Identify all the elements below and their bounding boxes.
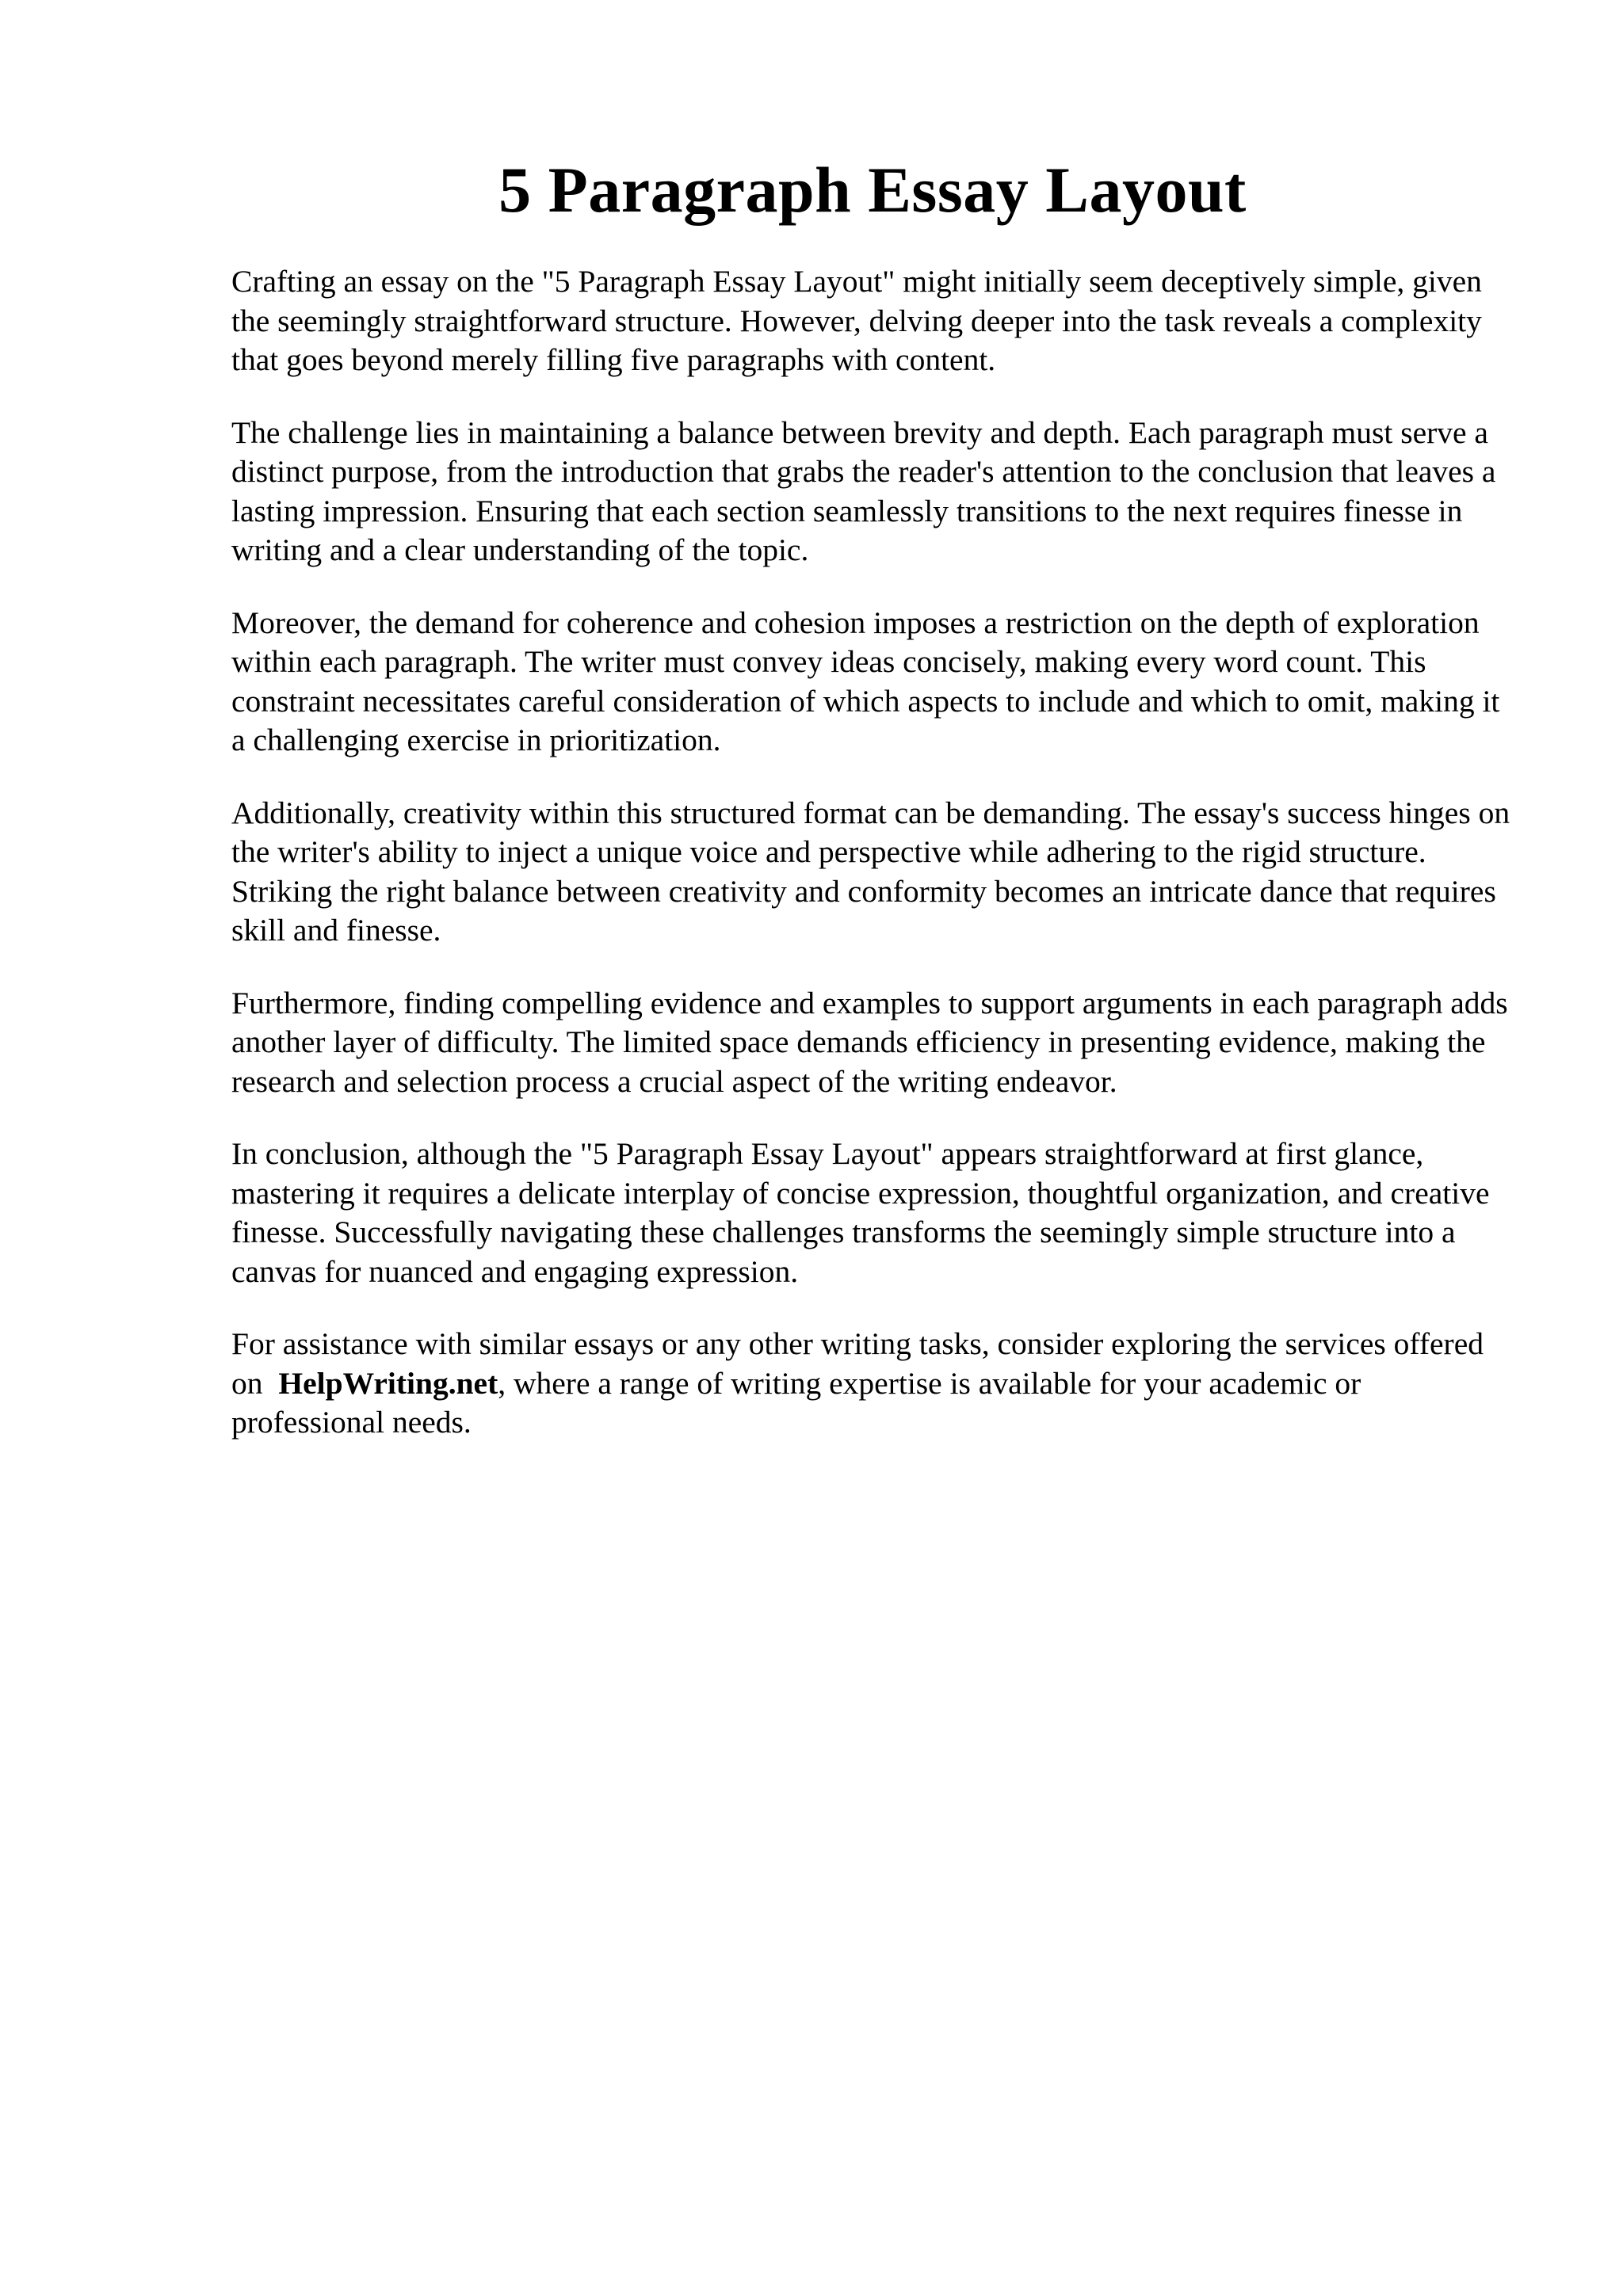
closing-text-before: For assistance with similar essays or any other writing tasks, consider exploring the services offered on [231, 1326, 1484, 1401]
paragraph-intro: Crafting an essay on the "5 Paragraph Essay Layout" might initially seem deceptively simple, given the seemingly straightforward structure. However, delving deeper into the task reveals a complexity that goes beyond merely filling five paragraphs with content. [231, 264, 1482, 377]
paragraph-evidence: Furthermore, finding compelling evidence and examples to support arguments in each paragraph adds another layer of difficulty. The limited space demands efficiency in presenting evidence, making the research and selection process a crucial aspect of the writing endeavor. [231, 985, 1508, 1099]
helpwriting-link[interactable]: HelpWriting.net [278, 1365, 498, 1401]
paragraph-conclusion: In conclusion, although the "5 Paragraph Essay Layout" appears straightforward at first glance, mastering it requires a delicate interplay of concise expression, thoughtful organization, and creative finesse. Successfully navigating these challenges transforms the seemingly simple structure into a canvas for nuanced and engaging expression. [231, 1136, 1490, 1289]
paragraph-closing [231, 1325, 1515, 1443]
document-body [231, 262, 1515, 1476]
paragraph-challenge: The challenge lies in maintaining a balance between brevity and depth. Each paragraph must serve a distinct purpose, from the introduction that grabs the reader's attention to the conclusion that leaves a lasting impression. Ensuring that each section seamlessly transitions to the next requires finesse in writing and a clear understanding of the topic. [231, 414, 1496, 567]
closing-text-after: , where a range of writing expertise is available for your academic or professional needs. [231, 1365, 1361, 1440]
paragraph-creativity: Additionally, creativity within this structured format can be demanding. The essay's success hinges on the writer's ability to inject a unique voice and perspective while adhering to the rigid structure. Striking the right balance between creativity and conformity becomes an intricate dance that requires skill and finesse. [231, 795, 1510, 948]
document-title: 5 Paragraph Essay Layout [498, 154, 1247, 226]
paragraph-coherence: Moreover, the demand for coherence and cohesion imposes a restriction on the depth of exploration within each paragraph. The writer must convey ideas concisely, making every word count. This constraint necessitates careful consideration of which aspects to include and which to omit, making it a challenging exercise in prioritization. [231, 605, 1500, 757]
